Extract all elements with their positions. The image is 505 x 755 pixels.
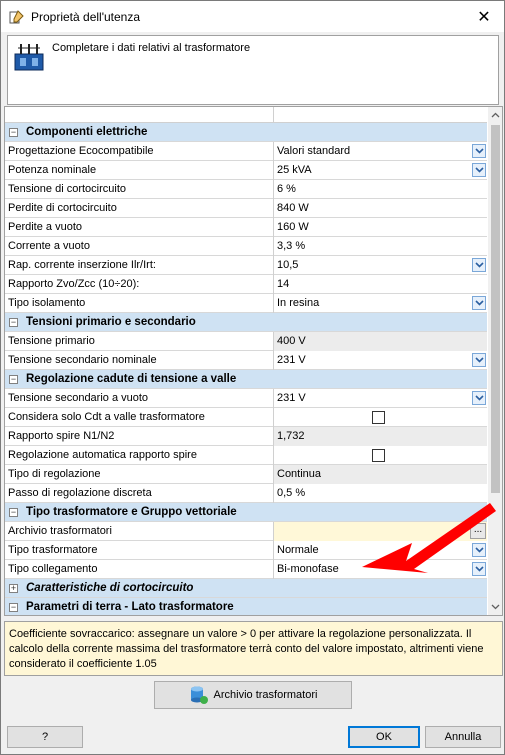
collapse-icon[interactable]: −: [10, 126, 17, 137]
checkbox[interactable]: [372, 411, 385, 424]
property-value-text: 400 V: [277, 335, 306, 347]
section-title: [5, 123, 147, 142]
grid-header: [5, 107, 487, 123]
property-row[interactable]: [5, 142, 487, 161]
property-row[interactable]: [5, 275, 487, 294]
scroll-down-button[interactable]: [488, 599, 503, 615]
property-value[interactable]: [274, 294, 487, 313]
dropdown-button[interactable]: [472, 144, 486, 158]
property-value[interactable]: [274, 142, 487, 161]
collapse-icon[interactable]: −: [10, 506, 17, 517]
scroll-up-button[interactable]: [488, 107, 503, 123]
property-value-text: Valori standard: [277, 145, 351, 157]
scrollbar-thumb[interactable]: [491, 125, 500, 493]
property-value[interactable]: [274, 180, 487, 199]
property-value-text: 14: [277, 278, 290, 290]
property-value-text: 160 W: [277, 221, 309, 233]
section-title: [5, 598, 234, 617]
property-label: Corrente a vuoto: [5, 237, 274, 256]
property-value[interactable]: [274, 332, 487, 351]
section-label: Tipo trasformatore e Gruppo vettoriale: [26, 506, 237, 518]
header-text: Completare i dati relativi al trasformatore: [52, 42, 251, 54]
section-label: Caratteristiche di cortocircuito: [26, 582, 194, 594]
chevron-down-icon: [475, 148, 484, 154]
database-icon: [189, 685, 209, 705]
dropdown-button[interactable]: [472, 163, 486, 177]
section-header[interactable]: [5, 313, 487, 332]
property-value[interactable]: [274, 427, 487, 446]
property-value[interactable]: [274, 408, 487, 427]
section-header[interactable]: [5, 370, 487, 389]
archivio-trasformatori-button[interactable]: [154, 681, 352, 709]
collapse-icon[interactable]: −: [10, 601, 17, 612]
collapse-icon[interactable]: −: [10, 373, 17, 384]
property-label: Tensione secondario a vuoto: [5, 389, 274, 408]
property-value-text: Normale: [277, 544, 319, 556]
property-label: Tipo isolamento: [5, 294, 274, 313]
property-row[interactable]: [5, 427, 487, 446]
property-label: Perdite di cortocircuito: [5, 199, 274, 218]
property-label: Progettazione Ecocompatibile: [5, 142, 274, 161]
property-row[interactable]: [5, 294, 487, 313]
dropdown-button[interactable]: [472, 258, 486, 272]
property-value[interactable]: [274, 199, 487, 218]
property-label: Archivio trasformatori: [5, 522, 274, 541]
property-value-text: 231 V: [277, 354, 306, 366]
dropdown-button[interactable]: [472, 296, 486, 310]
property-value-text: 231 V: [277, 392, 306, 404]
property-row[interactable]: [5, 199, 487, 218]
checkbox[interactable]: [372, 449, 385, 462]
property-row[interactable]: [5, 408, 487, 427]
chevron-down-icon: [475, 262, 484, 268]
ok-button[interactable]: OK: [348, 726, 420, 748]
description-box: Coefficiente sovraccarico: assegnare un valore > 0 per attivare la regolazione personalizzata. Il calcolo della corrente massima del trasformatore terrà conto del valore impostato, altrimenti viene considerato il coefficiente 1.05: [4, 621, 503, 676]
property-label: Tensione primario: [5, 332, 274, 351]
property-value-text: Continua: [277, 468, 322, 480]
header-panel: [7, 35, 499, 105]
property-row[interactable]: [5, 351, 487, 370]
property-label: Tensione secondario nominale: [5, 351, 274, 370]
property-label: Tensione di cortocircuito: [5, 180, 274, 199]
collapse-icon[interactable]: −: [10, 316, 17, 327]
property-row[interactable]: [5, 332, 487, 351]
section-title: [5, 579, 193, 598]
dropdown-button[interactable]: [472, 353, 486, 367]
property-value-text: 3,3 %: [277, 240, 306, 252]
help-button[interactable]: ?: [7, 726, 83, 748]
expand-icon[interactable]: +: [10, 582, 17, 593]
chevron-down-icon: [475, 167, 484, 173]
transformer-icon: [12, 40, 46, 74]
section-label: Tensioni primario e secondario: [26, 316, 196, 328]
property-value-text: 840 W: [277, 202, 309, 214]
red-arrow-annotation: [356, 489, 496, 579]
close-icon: ✕: [477, 8, 491, 26]
property-value[interactable]: [274, 389, 487, 408]
section-label: Regolazione cadute di tensione a valle: [26, 373, 237, 385]
property-row[interactable]: [5, 237, 487, 256]
section-label: Componenti elettriche: [26, 126, 148, 138]
property-row[interactable]: [5, 389, 487, 408]
property-value[interactable]: [274, 351, 487, 370]
section-title: [5, 370, 236, 389]
property-value[interactable]: [274, 237, 487, 256]
browse-button[interactable]: ...: [470, 523, 486, 539]
title-bar: [1, 1, 504, 32]
section-header[interactable]: [5, 123, 487, 142]
chevron-down-icon: [475, 300, 484, 306]
property-label: Rap. corrente inserzione Ilr/Irt:: [5, 256, 274, 275]
property-label: Potenza nominale: [5, 161, 274, 180]
property-label: Considera solo Cdt a valle trasformatore: [5, 408, 274, 427]
close-button[interactable]: [464, 1, 504, 32]
property-value-text: 6 %: [277, 183, 296, 195]
property-row[interactable]: [5, 180, 487, 199]
chevron-up-icon: [491, 112, 500, 118]
dropdown-button[interactable]: [472, 391, 486, 405]
column-divider[interactable]: [273, 107, 274, 123]
property-label: Rapporto Zvo/Zcc (10÷20):: [5, 275, 274, 294]
property-row[interactable]: [5, 446, 487, 465]
property-value[interactable]: [274, 161, 487, 180]
chevron-down-icon: [475, 395, 484, 401]
property-row[interactable]: [5, 256, 487, 275]
property-value-text: Bi-monofase: [277, 563, 339, 575]
property-row[interactable]: [5, 465, 487, 484]
archivio-button-label: Archivio trasformatori: [213, 689, 318, 701]
section-label: Parametri di terra - Lato trasformatore: [26, 601, 234, 613]
property-label: Tipo collegamento: [5, 560, 274, 579]
property-label: Regolazione automatica rapporto spire: [5, 446, 274, 465]
property-value[interactable]: [274, 256, 487, 275]
property-value-text: 0,5 %: [277, 487, 306, 499]
property-value[interactable]: [274, 446, 487, 465]
property-label: Tipo di regolazione: [5, 465, 274, 484]
cancel-button[interactable]: Annulla: [425, 726, 501, 748]
chevron-down-icon: [475, 357, 484, 363]
property-label: Perdite a vuoto: [5, 218, 274, 237]
app-icon: [9, 9, 25, 25]
property-value[interactable]: [274, 275, 487, 294]
property-value-text: 1,732: [277, 430, 305, 442]
section-header[interactable]: [5, 579, 487, 598]
property-value-text: 10,5: [277, 259, 299, 271]
property-label: Tipo trasformatore: [5, 541, 274, 560]
chevron-down-icon: [491, 604, 500, 610]
window-title: Proprietà dell'utenza: [31, 9, 141, 24]
property-value[interactable]: [274, 218, 487, 237]
property-value-text: 25 kVA: [277, 164, 312, 176]
property-label: Rapporto spire N1/N2: [5, 427, 274, 446]
section-title: [5, 313, 196, 332]
property-label: Passo di regolazione discreta: [5, 484, 274, 503]
property-value[interactable]: [274, 465, 487, 484]
section-header[interactable]: [5, 598, 487, 616]
property-value-text: In resina: [277, 297, 320, 309]
property-row[interactable]: [5, 161, 487, 180]
section-title: [5, 503, 237, 522]
property-row[interactable]: [5, 218, 487, 237]
